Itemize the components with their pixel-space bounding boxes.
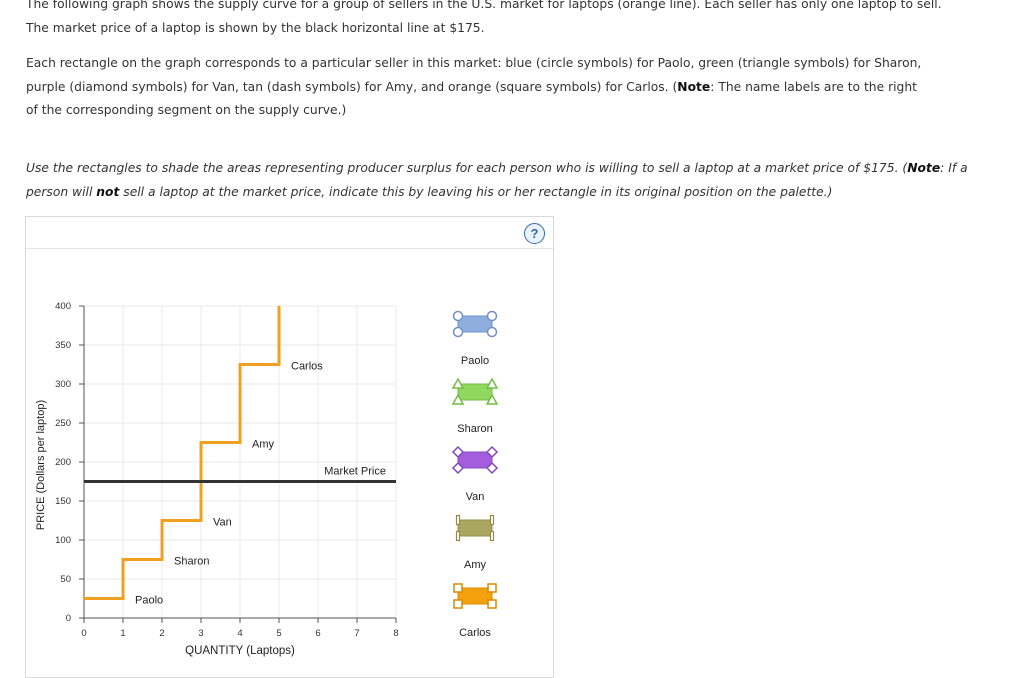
instructions-task	[26, 157, 986, 204]
y-tick-label: 250	[55, 418, 71, 429]
y-tick-label: 50	[60, 574, 71, 585]
palette-label-sharon: Sharon	[457, 423, 493, 435]
y-tick-label: 400	[55, 301, 71, 312]
y-tick-label: 200	[55, 457, 71, 468]
task-note-label: Note	[907, 161, 941, 175]
help-icon[interactable]: ?	[524, 223, 545, 244]
seller-label-van: Van	[213, 516, 232, 529]
seller-label-sharon: Sharon	[174, 555, 210, 568]
task-note-text: : If a person will	[26, 161, 968, 199]
intro-line-1: The following graph shows the supply curve for a group of sellers in the U.S. market for laptops (orange line). Each seller has only one laptop to sell.	[26, 0, 942, 11]
y-axis-label: PRICE (Dollars per laptop)	[35, 399, 47, 531]
graph-panel-header	[26, 217, 553, 249]
x-tick-label: 0	[81, 628, 87, 639]
task-note-text-end: sell a laptop at the market price, indicate this by leaving his or her rectangle in its original position on the palette.)	[119, 184, 833, 199]
x-tick-label: 6	[315, 628, 321, 639]
palette-label-carlos: Carlos	[459, 627, 491, 639]
instructions-rectangles	[26, 52, 926, 123]
x-tick-label: 4	[237, 628, 243, 639]
y-tick-label: 300	[55, 379, 71, 390]
palette-label-amy: Amy	[464, 559, 486, 571]
market-price-label: Market Price	[324, 465, 386, 478]
intro-line-2: The market price of a laptop is shown by the black horizontal line at $175.	[26, 20, 485, 35]
x-tick-label: 1	[120, 628, 126, 639]
y-tick-label: 0	[65, 613, 71, 624]
y-tick-label: 150	[55, 496, 71, 507]
seller-label-carlos: Carlos	[291, 360, 323, 373]
x-tick-label: 2	[159, 628, 165, 639]
palette-label-paolo: Paolo	[460, 355, 490, 367]
x-axis-label: QUANTITY (Laptops)	[185, 645, 295, 657]
instructions-intro	[26, 0, 1016, 40]
task-text: Use the rectangles to shade the areas representing producer surplus for each person who is willing to sell a laptop at a market price of $175. (	[26, 161, 908, 175]
x-tick-label: 8	[393, 628, 399, 639]
task-not-emphasis: not	[96, 184, 120, 199]
x-tick-label: 7	[354, 628, 360, 639]
x-tick-label: 3	[198, 628, 204, 639]
palette-label-van: Van	[465, 491, 485, 503]
y-tick-label: 100	[55, 535, 71, 546]
x-tick-label: 5	[276, 628, 282, 639]
y-tick-label: 350	[55, 340, 71, 351]
rectangles-note-text: : The name labels are to the right of the corresponding segment on the supply curve.)	[26, 79, 917, 117]
seller-label-paolo: Paolo	[135, 594, 164, 607]
seller-label-amy: Amy	[252, 438, 274, 451]
note-label: Note	[677, 79, 711, 94]
graph-panel	[25, 216, 554, 678]
rectangles-text: Each rectangle on the graph corresponds to a particular seller in this market: blue (circle symbols) for Paolo, green (triangle symbols) for Sharon, purple (diamond symbols) for Van, tan (dash symbols) for Amy, and orange (square symbols) for Carlos. (	[26, 56, 922, 94]
